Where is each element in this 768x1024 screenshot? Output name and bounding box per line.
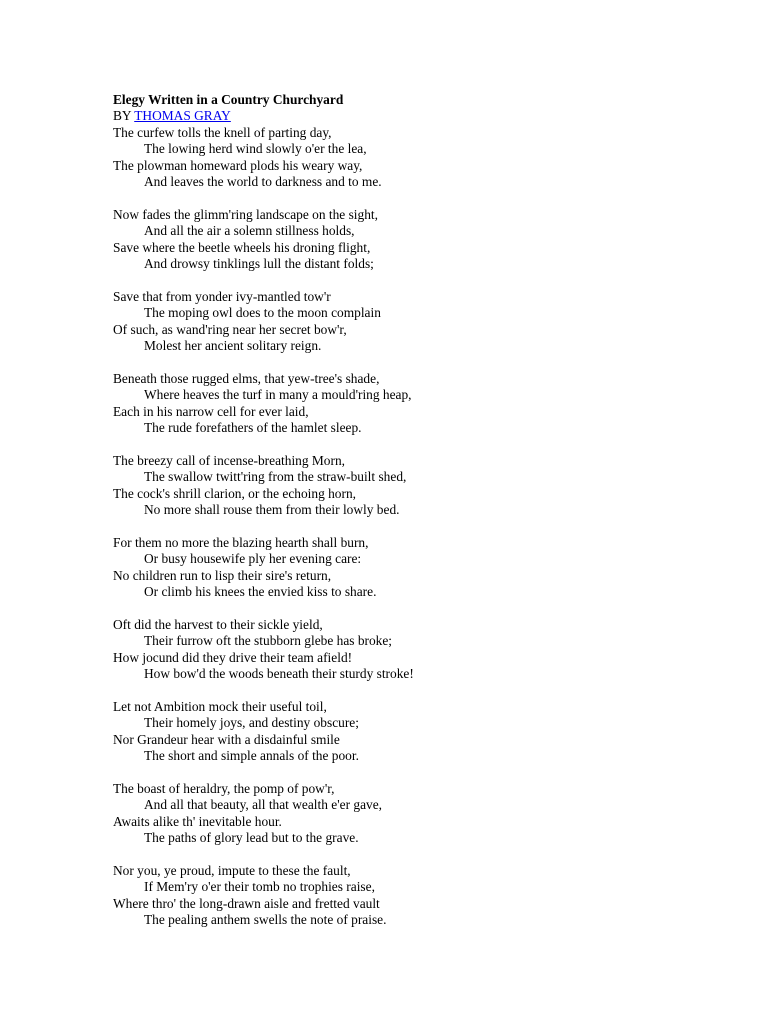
poem-line: The cock's shrill clarion, or the echoing horn, (113, 485, 356, 501)
poem-line: The pealing anthem swells the note of praise. (144, 912, 387, 928)
stanza (113, 289, 673, 355)
poem-line: Awaits alike th' inevitable hour. (113, 813, 282, 829)
poem-line: Where heaves the turf in many a mould'ring heap, (144, 387, 412, 403)
poem-line: No children run to lisp their sire's return, (113, 567, 332, 583)
poem-line: And all the air a solemn stillness holds, (144, 223, 355, 239)
stanza (113, 781, 673, 847)
document-page (113, 92, 673, 945)
poem-line: If Mem'ry o'er their tomb no trophies raise, (144, 879, 375, 895)
stanza (113, 125, 673, 191)
poem-line: How bow'd the woods beneath their sturdy stroke! (144, 666, 414, 682)
poem-line: For them no more the blazing hearth shall burn, (113, 534, 369, 550)
stanza (113, 617, 673, 683)
poem-line: Oft did the harvest to their sickle yield, (113, 616, 323, 632)
poem-line: The boast of heraldry, the pomp of pow'r, (113, 780, 335, 796)
stanza (113, 535, 673, 601)
poem-line: The paths of glory lead but to the grave. (144, 830, 359, 846)
poem-line: Beneath those rugged elms, that yew-tree's shade, (113, 370, 380, 386)
stanza (113, 699, 673, 765)
poem-line: Let not Ambition mock their useful toil, (113, 698, 327, 714)
poem-line: The plowman homeward plods his weary way, (113, 157, 363, 173)
stanza (113, 453, 673, 519)
poem-body (113, 125, 673, 929)
poem-line: The swallow twitt'ring from the straw-built shed, (144, 469, 407, 485)
stanza (113, 863, 673, 929)
author-link[interactable]: THOMAS GRAY (134, 108, 231, 124)
poem-line: The moping owl does to the moon complain (144, 305, 381, 321)
poem-line: And all that beauty, all that wealth e'er gave, (144, 797, 383, 813)
poem-line: Their homely joys, and destiny obscure; (144, 715, 359, 731)
poem-line: The curfew tolls the knell of parting day, (113, 124, 332, 140)
poem-line: Or busy housewife ply her evening care: (144, 551, 362, 567)
poem-line: Save that from yonder ivy-mantled tow'r (113, 288, 331, 304)
poem-line: Where thro' the long-drawn aisle and fretted vault (113, 895, 380, 911)
poem-line: How jocund did they drive their team afield! (113, 649, 353, 665)
poem-line: The breezy call of incense-breathing Morn, (113, 452, 346, 468)
poem-line: Their furrow oft the stubborn glebe has broke; (144, 633, 393, 649)
byline-prefix: BY (113, 108, 135, 124)
poem-line: And drowsy tinklings lull the distant folds; (144, 256, 374, 272)
stanza (113, 371, 673, 437)
byline (113, 108, 673, 124)
poem-line: Now fades the glimm'ring landscape on the sight, (113, 206, 378, 222)
poem-line: Nor Grandeur hear with a disdainful smile (113, 731, 340, 747)
stanza (113, 207, 673, 273)
poem-line: No more shall rouse them from their lowly bed. (144, 502, 400, 518)
poem-line: Molest her ancient solitary reign. (144, 338, 322, 354)
poem-line: Each in his narrow cell for ever laid, (113, 403, 309, 419)
poem-line: Save where the beetle wheels his droning flight, (113, 239, 371, 255)
poem-title: Elegy Written in a Country Churchyard (113, 92, 344, 107)
poem-line: And leaves the world to darkness and to me. (144, 174, 382, 190)
poem-line: Or climb his knees the envied kiss to share. (144, 584, 377, 600)
poem-line: The rude forefathers of the hamlet sleep. (144, 420, 362, 436)
poem-line: Of such, as wand'ring near her secret bow'r, (113, 321, 347, 337)
poem-line: The lowing herd wind slowly o'er the lea, (144, 141, 367, 157)
poem-line: Nor you, ye proud, impute to these the fault, (113, 862, 351, 878)
poem-line: The short and simple annals of the poor. (144, 748, 359, 764)
